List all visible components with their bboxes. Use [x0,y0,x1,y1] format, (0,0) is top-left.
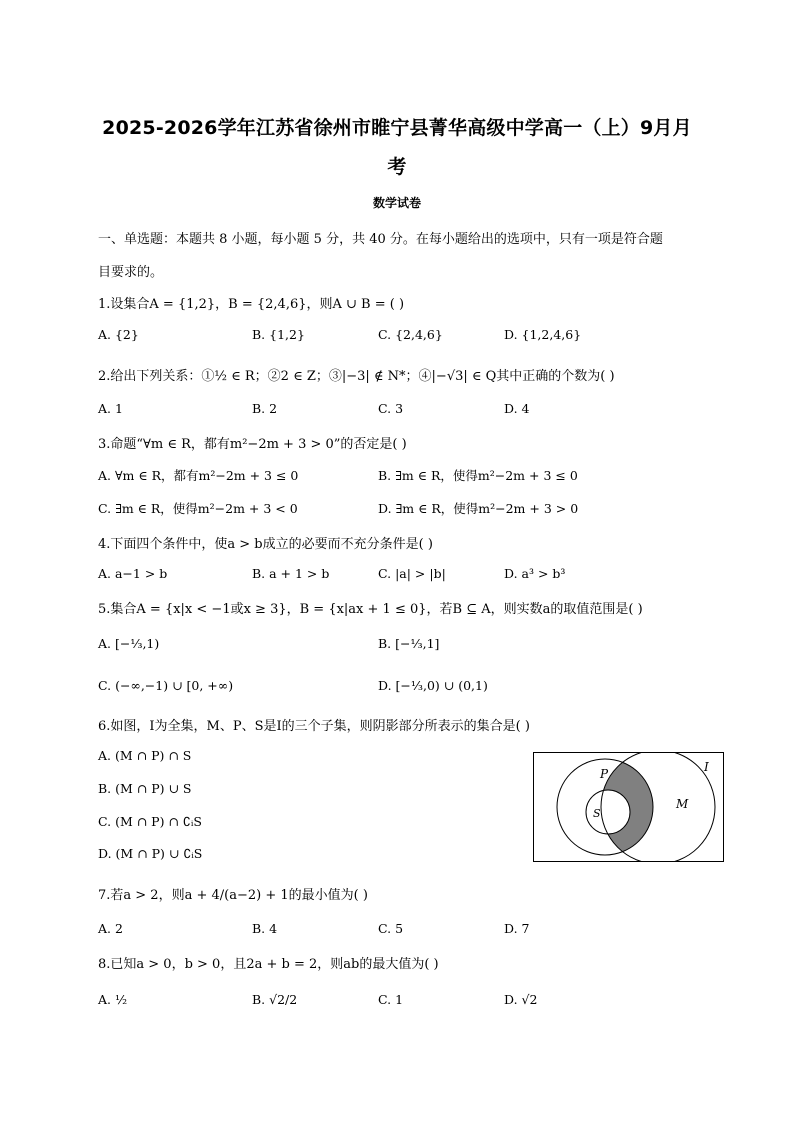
question-1-option-b: B. {1,2} [252,327,305,342]
question-1-option-d: D. {1,2,4,6} [504,327,582,342]
question-5-option-b: B. [−⅓,1] [378,636,440,651]
question-7-option-a: A. 2 [98,921,123,936]
question-2-option-c: C. 3 [378,401,404,416]
question-7-option-c: C. 5 [378,921,404,936]
shaded-region [601,752,715,862]
section-instruction-line2: 目要求的。 [98,265,164,280]
question-8-option-c: C. 1 [378,992,404,1007]
question-3-option-b: B. ∃m ∈ R，使得m²−2m + 3 ≤ 0 [378,468,578,483]
label-m: M [676,797,689,811]
question-5-stem: 5.集合A = {x|x < −1或x ≥ 3}，B = {x|ax + 1 ≤ 0}，若B ⊆ A，则实数a的取值范围是( ) [98,602,643,617]
question-4-option-d: D. a³ > b³ [504,566,566,581]
question-3-option-a: A. ∀m ∈ R，都有m²−2m + 3 ≤ 0 [98,468,299,483]
question-6-option-a: A. (M ∩ P) ∩ S [98,748,192,763]
question-5-option-c: C. (−∞,−1) ∪ [0, +∞) [98,678,234,693]
label-p: P [600,767,609,781]
question-1-stem: 1.设集合A = {1,2}，B = {2,4,6}，则A ∪ B = ( ) [98,297,405,312]
question-7-stem: 7.若a > 2，则a + 4/(a−2) + 1的最小值为( ) [98,888,368,903]
question-8-option-a: A. ½ [98,992,128,1007]
question-4-option-b: B. a + 1 > b [252,566,330,581]
question-2-option-a: A. 1 [98,401,123,416]
question-7-option-b: B. 4 [252,921,278,936]
question-2-stem: 2.给出下列关系：①½ ∈ R；②2 ∈ Z；③|−3| ∉ N*；④|−√3| ∈ Q其中正确的个数为( ) [98,369,615,384]
question-3-stem: 3.命题“∀m ∈ R，都有m²−2m + 3 > 0”的否定是( ) [98,437,407,452]
exam-title-line2: 考 [387,156,407,178]
question-2-option-d: D. 4 [504,401,530,416]
question-6-stem: 6.如图，I为全集，M、P、S是I的三个子集，则阴影部分所表示的集合是( ) [98,719,530,734]
question-3-option-d: D. ∃m ∈ R，使得m²−2m + 3 > 0 [378,501,579,516]
exam-subtitle: 数学试卷 [372,196,421,210]
question-4-stem: 4.下面四个条件中，使a > b成立的必要而不充分条件是( ) [98,537,433,552]
question-6-option-c: C. (M ∩ P) ∩ ∁ᵢS [98,814,202,829]
venn-diagram [533,752,724,862]
question-1-option-c: C. {2,4,6} [378,327,443,342]
question-8-option-d: D. √2 [504,992,538,1007]
question-5-option-d: D. [−⅓,0) ∪ (0,1) [378,678,488,693]
section-instruction-line1: 一、单选题：本题共 8 小题，每小题 5 分，共 40 分。在每小题给出的选项中，只有一项是符合题 [98,232,663,247]
label-i: I [704,760,709,774]
question-4-option-a: A. a−1 > b [98,566,168,581]
question-7-option-d: D. 7 [504,921,530,936]
question-6-option-b: B. (M ∩ P) ∪ S [98,781,192,796]
question-3-option-c: C. ∃m ∈ R，使得m²−2m + 3 < 0 [98,501,298,516]
exam-title-line1: 2025-2026学年江苏省徐州市睢宁县菁华高级中学高一（上）9月月 [102,117,692,139]
question-6-option-d: D. (M ∩ P) ∪ ∁ᵢS [98,846,203,861]
question-2-option-b: B. 2 [252,401,278,416]
question-5-option-a: A. [−⅓,1) [98,636,160,651]
question-8-stem: 8.已知a > 0，b > 0，且2a + b = 2，则ab的最大值为( ) [98,957,439,972]
question-8-option-b: B. √2/2 [252,992,298,1007]
label-s: S [593,807,601,820]
question-4-option-c: C. |a| > |b| [378,566,446,581]
question-1-option-a: A. {2} [98,327,139,342]
